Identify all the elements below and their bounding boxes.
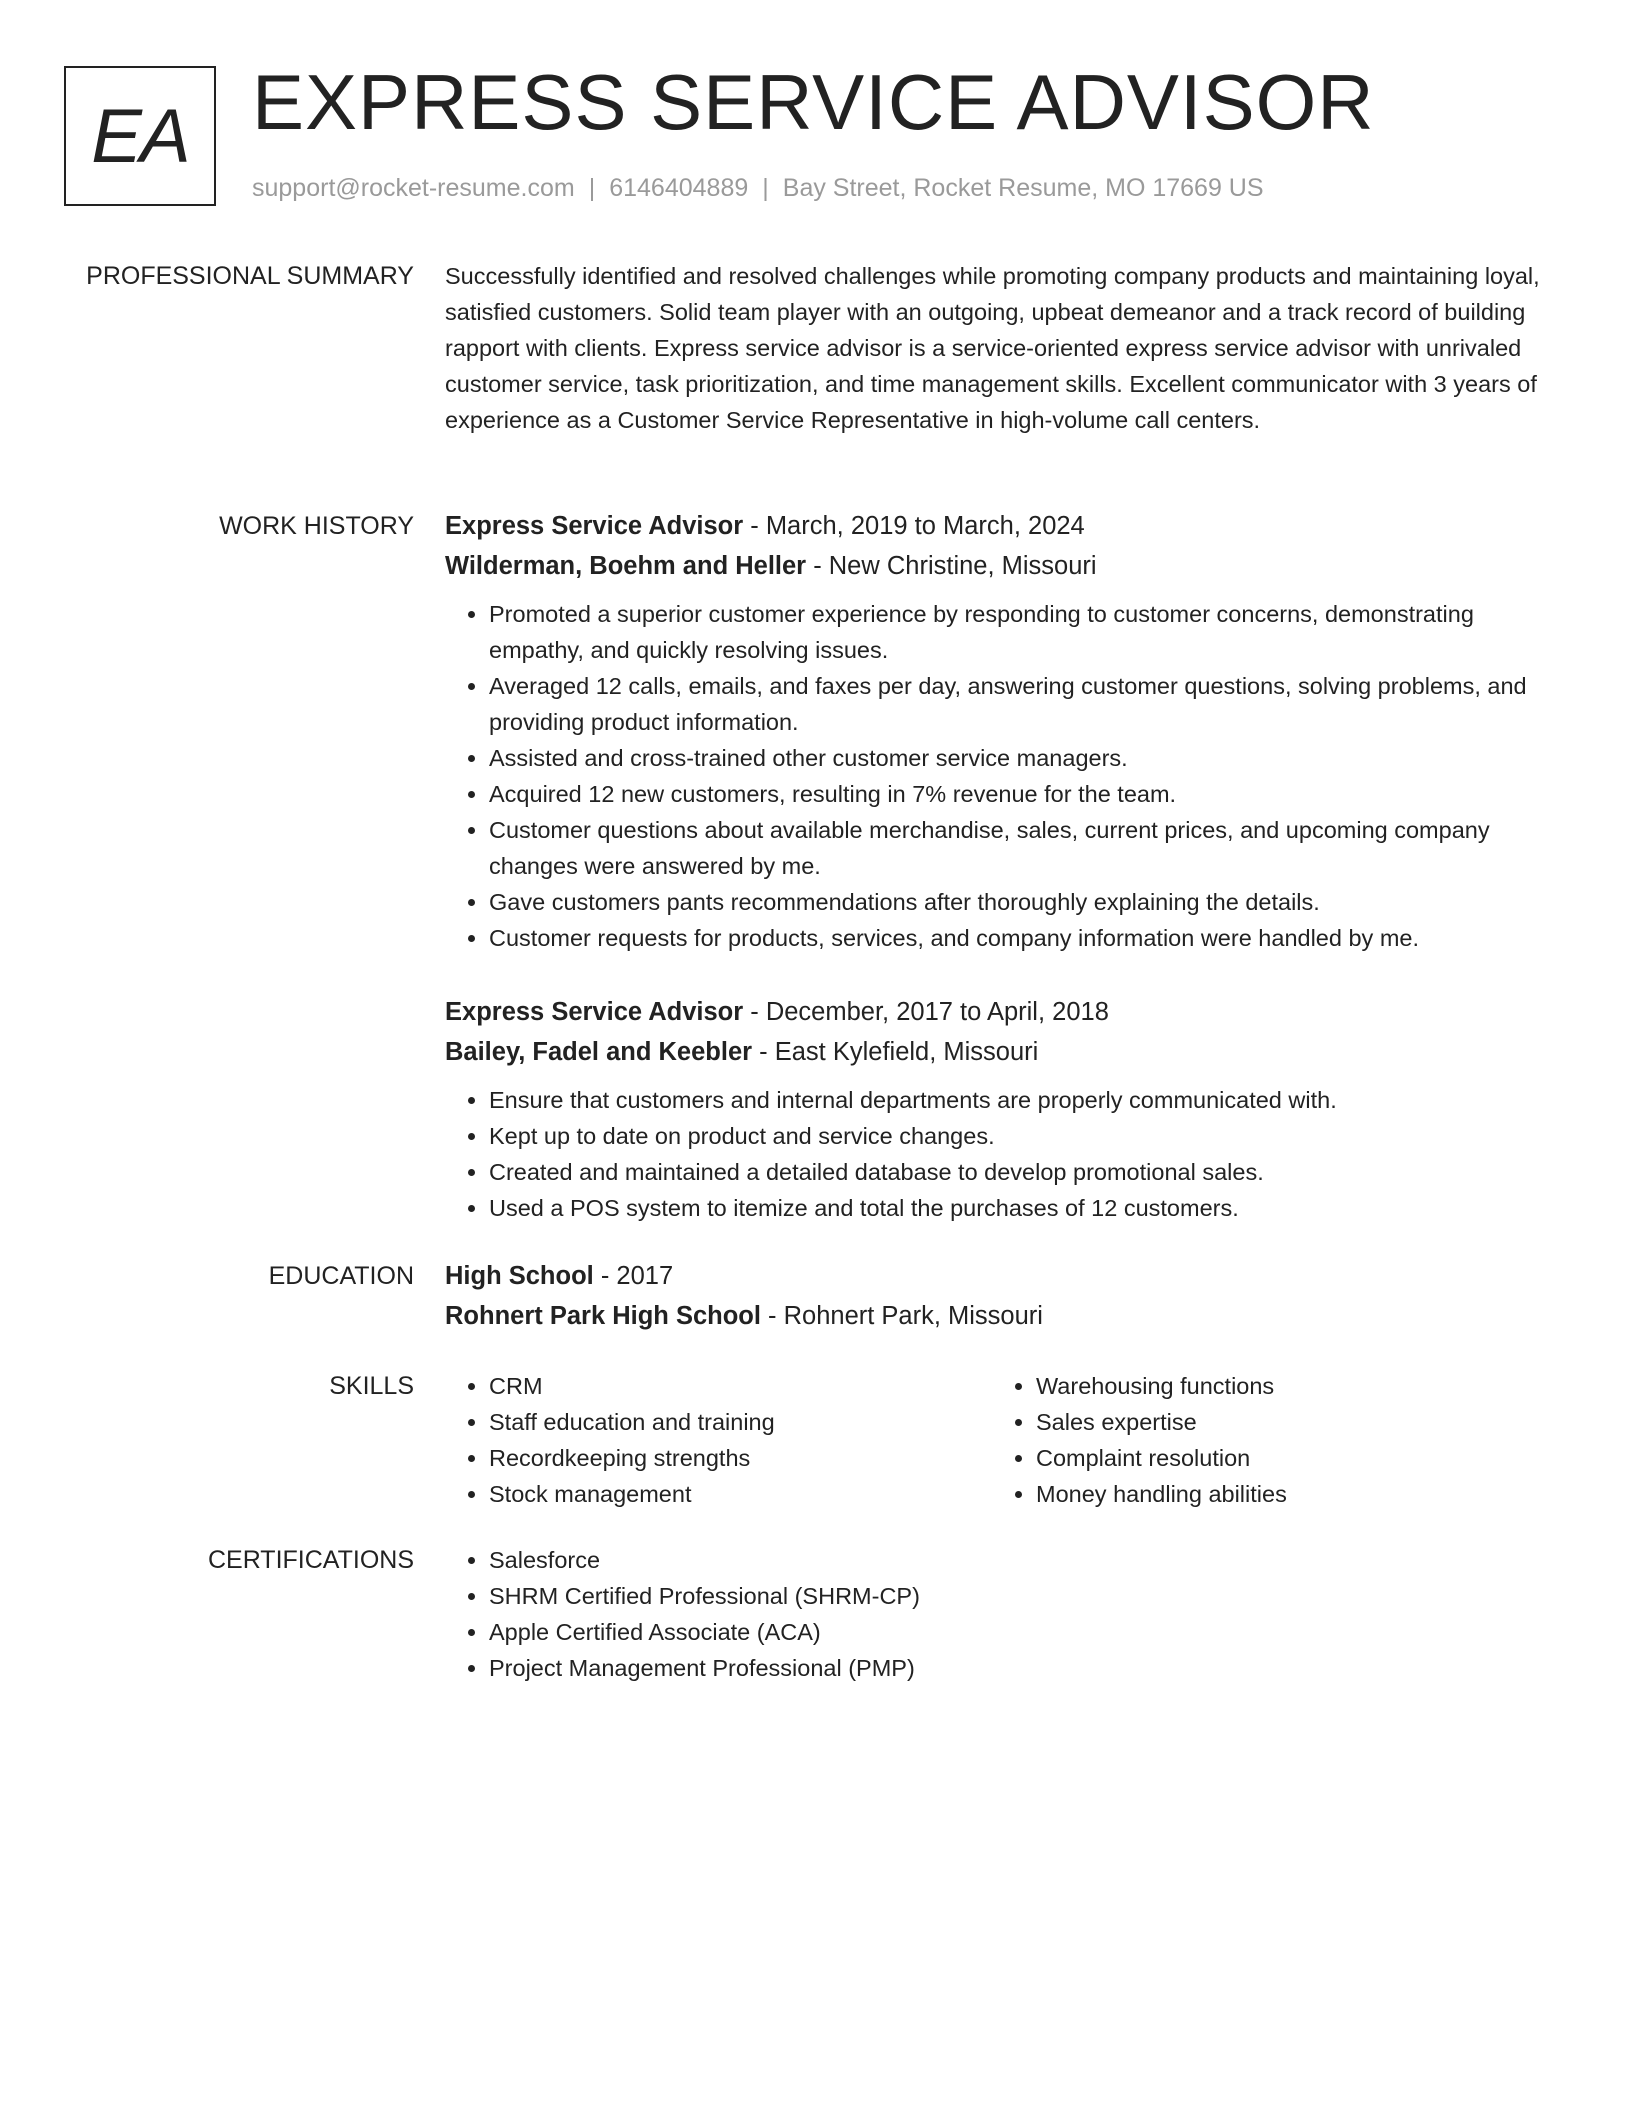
contact-line <box>252 174 1264 203</box>
section-label-certifications: CERTIFICATIONS <box>207 1546 414 1574</box>
education-year: - 2017 <box>593 1262 674 1290</box>
job-title: Express Service Advisor <box>445 998 744 1026</box>
skill-item: • CRM <box>489 1368 992 1404</box>
job-company: Bailey, Fadel and Keebler <box>445 1038 753 1066</box>
job-bullets <box>445 596 1560 956</box>
contact-phone[interactable]: 6146404889 <box>609 174 749 202</box>
work-body <box>445 506 1560 1262</box>
certifications-list <box>445 1542 1560 1686</box>
certification-item: • Salesforce <box>489 1542 1560 1578</box>
section-label-work: WORK HISTORY <box>219 512 414 540</box>
skill-item: • Warehousing functions <box>1036 1368 1539 1404</box>
job-bullet: • Created and maintained a detailed database to develop promotional sales. <box>489 1154 1560 1190</box>
certification-item: • Project Management Professional (PMP) <box>489 1650 1560 1686</box>
contact-address: Bay Street, Rocket Resume, MO 17669 US <box>782 174 1264 202</box>
resume-title: EXPRESS SERVICE ADVISOR <box>252 58 1375 146</box>
contact-email[interactable]: support@rocket-resume.com <box>252 174 575 202</box>
skill-item: • Recordkeeping strengths <box>489 1440 992 1476</box>
education-degree-line <box>445 1256 1560 1296</box>
monogram-logo: EA <box>64 66 216 206</box>
education-school-line <box>445 1296 1560 1336</box>
skill-item: • Sales expertise <box>1036 1404 1539 1440</box>
job-bullet: • Customer requests for products, services, and company information were handled by me. <box>489 920 1560 956</box>
section-label-education: EDUCATION <box>268 1262 414 1290</box>
job-bullet: • Gave customers pants recommendations after thoroughly explaining the details. <box>489 884 1560 920</box>
education-school: Rohnert Park High School <box>445 1302 761 1330</box>
certifications-body <box>445 1542 1560 1686</box>
job-entry <box>445 992 1560 1226</box>
job-company-line <box>445 546 1560 586</box>
certification-item: • Apple Certified Associate (ACA) <box>489 1614 1560 1650</box>
job-title-line <box>445 506 1560 546</box>
skills-list-left <box>445 1368 992 1512</box>
job-dates: - March, 2019 to March, 2024 <box>743 512 1085 540</box>
job-bullet: • Promoted a superior customer experience by responding to customer concerns, demonstrating empathy, and quickly resolving issues. <box>489 596 1560 668</box>
summary-text: Successfully identified and resolved challenges while promoting company products and maintaining loyal, satisfied customers. Solid team player with an outgoing, upbeat demeanor and a track record of building rapport with clients. Express service advisor is a service-oriented express service advisor with unrivaled customer service, task prioritization, and time management skills. Excellent communicator with 3 years of experience as a Customer Service Representative in high-volume call centers. <box>445 263 1540 433</box>
job-bullet: • Acquired 12 new customers, resulting in 7% revenue for the team. <box>489 776 1560 812</box>
job-bullet: • Assisted and cross-trained other customer service managers. <box>489 740 1560 776</box>
contact-separator: | <box>762 174 769 202</box>
skills-body <box>445 1368 1560 1512</box>
education-location: - Rohnert Park, Missouri <box>760 1302 1043 1330</box>
job-title: Express Service Advisor <box>445 512 744 540</box>
job-bullet: • Kept up to date on product and service changes. <box>489 1118 1560 1154</box>
education-body <box>445 1256 1560 1336</box>
job-bullet: • Ensure that customers and internal departments are properly communicated with. <box>489 1082 1560 1118</box>
job-bullets <box>445 1082 1560 1226</box>
contact-separator: | <box>588 174 596 202</box>
job-location: - New Christine, Missouri <box>806 552 1097 580</box>
job-location: - East Kylefield, Missouri <box>752 1038 1039 1066</box>
section-label-skills: SKILLS <box>329 1372 414 1400</box>
skill-item: • Stock management <box>489 1476 992 1512</box>
skill-item: • Staff education and training <box>489 1404 992 1440</box>
job-bullet: • Used a POS system to itemize and total the purchases of 12 customers. <box>489 1190 1560 1226</box>
job-dates: - December, 2017 to April, 2018 <box>743 998 1109 1026</box>
skill-item: • Money handling abilities <box>1036 1476 1539 1512</box>
certification-item: • SHRM Certified Professional (SHRM-CP) <box>489 1578 1560 1614</box>
job-bullet: • Averaged 12 calls, emails, and faxes per day, answering customer questions, solving problems, and providing product information. <box>489 668 1560 740</box>
skills-list-right <box>992 1368 1539 1512</box>
job-company-line <box>445 1032 1560 1072</box>
summary-body <box>445 258 1560 438</box>
section-label-summary: PROFESSIONAL SUMMARY <box>86 262 414 290</box>
skill-item: • Complaint resolution <box>1036 1440 1539 1476</box>
job-bullet: • Customer questions about available merchandise, sales, current prices, and upcoming company changes were answered by me. <box>489 812 1560 884</box>
education-degree: High School <box>445 1262 594 1290</box>
job-entry <box>445 506 1560 956</box>
job-title-line <box>445 992 1560 1032</box>
job-company: Wilderman, Boehm and Heller <box>445 552 807 580</box>
